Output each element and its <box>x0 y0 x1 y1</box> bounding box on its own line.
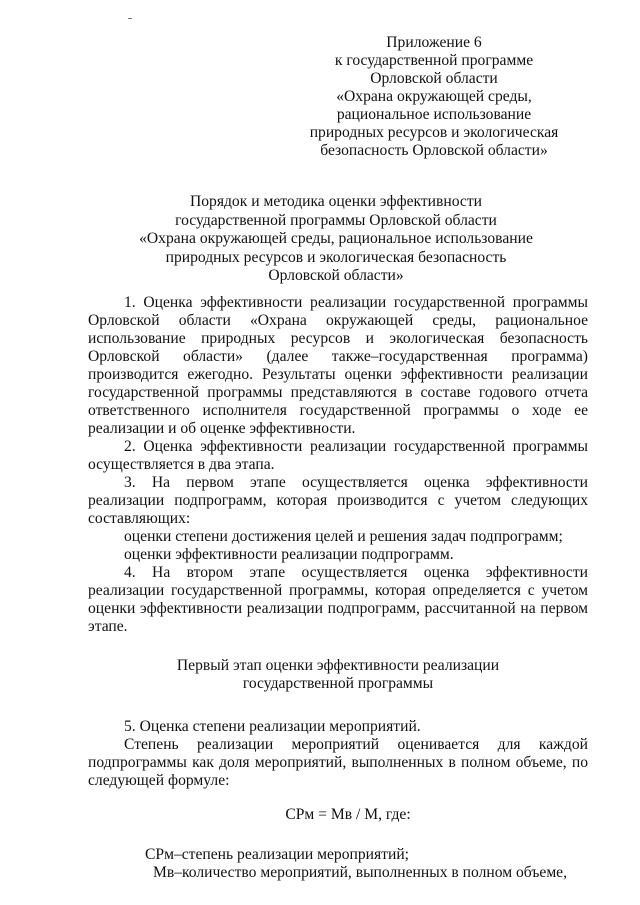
formula: СРм = Мв / М, где: <box>285 806 411 823</box>
appendix-line: природных ресурсов и экологическая <box>309 124 559 141</box>
paragraph-2: 2. Оценка эффективности реализации государственной программы осуществляется в два этапа. <box>88 438 588 473</box>
title-line: «Охрана окружающей среды, рациональное использование <box>139 230 533 247</box>
definition-1: СРм–степень реализации мероприятий; <box>145 846 410 863</box>
scan-speck <box>128 18 132 19</box>
paragraph-4: 4. На втором этапе осуществляется оценка эффективности реализации государственной программы, которая определяется с учетом оценки эффективности реализации подпрограмм, рассчитанной на первом этапе. <box>88 564 588 635</box>
title-line: Порядок и методика оценки эффективности <box>189 193 483 210</box>
appendix-line: Орловской области <box>370 70 498 87</box>
appendix-line: рациональное использование <box>336 106 532 123</box>
section-heading-line: государственной программы <box>242 675 434 692</box>
appendix-line: Приложение 6 <box>386 34 482 51</box>
document-title <box>86 193 586 286</box>
definition-2: Мв–количество мероприятий, выполненных в полном объеме, <box>153 864 568 881</box>
title-line: природных ресурсов и экологическая безопасность <box>165 248 507 266</box>
paragraph-6: Степень реализации мероприятий оценивается для каждой подпрограммы как доля мероприятий, выполненных в полном объеме, по следующей формуле: <box>88 736 588 789</box>
title-line: государственной программы Орловской области <box>175 211 497 229</box>
paragraph-3: 3. На первом этапе осуществляется оценка эффективности реализации подпрограмм, которая производится с учетом следующих составляющих: <box>88 474 588 527</box>
appendix-header <box>284 34 584 160</box>
document-body <box>88 294 588 882</box>
appendix-line: «Охрана окружающей среды, <box>336 88 532 105</box>
appendix-line: безопасность Орловской области» <box>320 142 548 159</box>
title-line: Орловской области» <box>268 267 404 284</box>
paragraph-3-item-2: оценки эффективности реализации подпрограмм. <box>124 546 454 563</box>
paragraph-1: 1. Оценка эффективности реализации государственной программы Орловской области «Охрана окружающей среды, рациональное использование природных ресурсов и экологическая безопасность Орловской области» (далее также–государственная программа) производится ежегодно. Результаты оценки эффективности реализации государственной программы представляются в составе годового отчета ответственного исполнителя государственной программы о ходе ее реализации и об оценке эффективности. <box>88 294 588 437</box>
paragraph-3-item-1: оценки степени достижения целей и решения задач подпрограмм; <box>124 528 563 545</box>
section-heading <box>88 657 588 693</box>
section-heading-line: Первый этап оценки эффективности реализации <box>176 657 500 674</box>
appendix-line: к государственной программе <box>334 52 534 69</box>
paragraph-5: 5. Оценка степени реализации мероприятий. <box>124 718 421 735</box>
